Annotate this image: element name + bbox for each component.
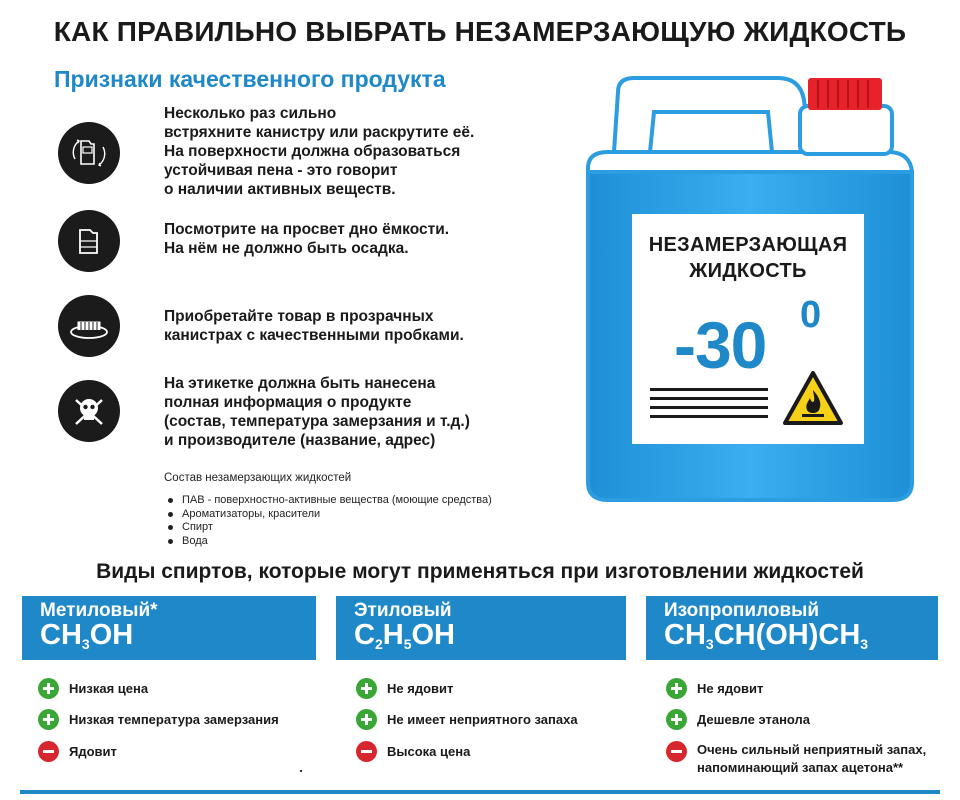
composition-title: Состав незамерзающих жидкостей: [164, 472, 352, 484]
plus-icon: [666, 709, 687, 730]
plus-icon: [666, 678, 687, 699]
canister-label: [632, 214, 864, 444]
card-ethyl: [336, 596, 626, 660]
flammable-warning-icon: [782, 370, 844, 426]
plus-icon: [356, 709, 377, 730]
minus-icon: [666, 741, 687, 762]
card-formula: $CH_3CH(OH)CH_3$: [664, 619, 869, 652]
stray-dot: [300, 770, 302, 772]
list-item: Спирт: [168, 521, 492, 535]
card-name: Изопропиловый: [664, 600, 820, 621]
feature-item: Очень сильный неприятный запах, напоминающий запах ацетона**: [666, 741, 926, 777]
feature-item: Низкая цена: [38, 678, 148, 699]
feature-item: Не ядовит: [666, 678, 763, 699]
composition-block: [164, 472, 492, 548]
list-item: Ароматизаторы, красители: [168, 508, 492, 522]
plus-icon: [38, 678, 59, 699]
card-isopropyl: [646, 596, 938, 660]
alcohols-title: Виды спиртов, которые могут применяться при изготовлении жидкостей: [96, 560, 864, 583]
tip-text: Приобретайте товар в прозрачных канистрах с качественными пробками.: [164, 308, 464, 344]
feature-item: Высока цена: [356, 741, 470, 762]
composition-list: [164, 494, 492, 548]
card-methyl: [22, 596, 316, 660]
label-lines: [650, 388, 770, 422]
feature-item: Ядовит: [38, 741, 117, 762]
canister-icon: [58, 210, 120, 272]
tip-text: На этикетке должна быть нанесена полная информация о продукте (состав, температура замерзания и т.д.) и производителе (название, адрес): [164, 375, 470, 449]
feature-item: Не ядовит: [356, 678, 453, 699]
minus-icon: [356, 741, 377, 762]
bottom-divider: [20, 790, 940, 794]
feature-item: Дешевле этанола: [666, 709, 810, 730]
signs-title: Признаки качественного продукта: [54, 66, 446, 92]
card-name: Метиловый*: [40, 600, 158, 621]
plus-icon: [38, 709, 59, 730]
page-title: КАК ПРАВИЛЬНО ВЫБРАТЬ НЕЗАМЕРЗАЮЩУЮ ЖИДКОСТЬ: [53, 16, 907, 47]
bottle-cap-icon: [58, 295, 120, 357]
tip-text: Несколько раз сильно встряхните канистру или раскрутите её. На поверхности должна образоваться устойчивая пена - это говорит о наличии активных веществ.: [164, 105, 475, 198]
skull-icon: [58, 380, 120, 442]
list-item: Вода: [168, 535, 492, 549]
label-temperature: -30: [674, 308, 767, 382]
plus-icon: [356, 678, 377, 699]
list-item: ПАВ - поверхностно-активные вещества (моющие средства): [168, 494, 492, 508]
card-formula: $C_2H_5OH$: [354, 619, 455, 652]
minus-icon: [38, 741, 59, 762]
feature-item: Низкая температура замерзания: [38, 709, 279, 730]
canister-cap: [808, 78, 882, 110]
feature-item: Не имеет неприятного запаха: [356, 709, 578, 730]
tip-text: Посмотрите на просвет дно ёмкости. На нём не должно быть осадка.: [164, 221, 450, 257]
label-title: НЕЗАМЕРЗАЮЩАЯ ЖИДКОСТЬ: [648, 234, 848, 282]
shake-canister-icon: [58, 122, 120, 184]
card-formula: $CH_3OH$: [40, 619, 134, 652]
card-name: Этиловый: [354, 600, 452, 621]
label-degree: 0: [800, 294, 822, 336]
